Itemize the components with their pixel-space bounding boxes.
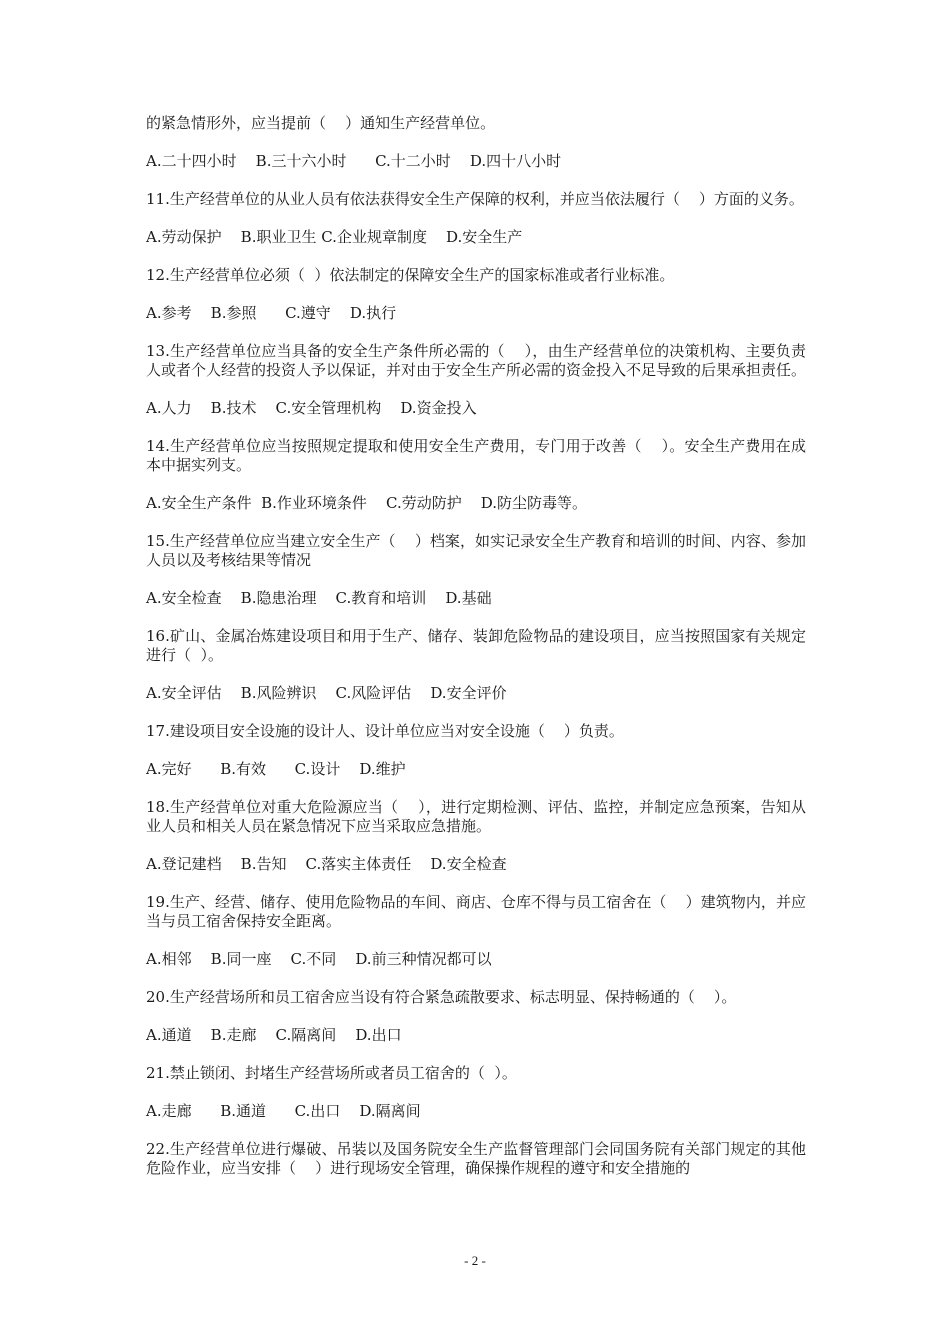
question-list [146, 190, 806, 1178]
intro-options: A.二十四小时 B.三十六小时 C.十二小时 D.四十八小时 [146, 152, 562, 170]
page-number: - 2 - [464, 1253, 486, 1268]
question-text: 22.生产经营单位进行爆破、吊装以及国务院安全生产监督管理部门会同国务院有关部门规定的其他危险作业，应当安排（ ）进行现场安全管理，确保操作规程的遵守和安全措施的 [146, 1140, 806, 1177]
page-content [146, 114, 806, 1197]
question-text: 21.禁止锁闭、封堵生产经营场所或者员工宿舍的（ ）。 [146, 1064, 517, 1082]
question-text: 16.矿山、金属冶炼建设项目和用于生产、储存、装卸危险物品的建设项目，应当按照国家有关规定进行（ ）。 [146, 627, 806, 664]
intro-text: 的紧急情形外，应当提前（ ）通知生产经营单位。 [146, 114, 496, 132]
question-text: 19.生产、经营、储存、使用危险物品的车间、商店、仓库不得与员工宿舍在（ ）建筑物内，并应当与员工宿舍保持安全距离。 [146, 893, 806, 930]
question-text: 18.生产经营单位对重大危险源应当（ ），进行定期检测、评估、监控，并制定应急预案，告知从业人员和相关人员在紧急情况下应当采取应急措施。 [146, 798, 806, 835]
question-options: A.安全检查 B.隐患治理 C.教育和培训 D.基础 [146, 589, 492, 607]
question-options: A.通道 B.走廊 C.隔离间 D.出口 [146, 1026, 402, 1044]
question-options: A.人力 B.技术 C.安全管理机构 D.资金投入 [146, 399, 477, 417]
question-text: 17.建设项目安全设施的设计人、设计单位应当对安全设施（ ）负责。 [146, 722, 624, 740]
question-text: 11.生产经营单位的从业人员有依法获得安全生产保障的权利，并应当依法履行（ ）方面的义务。 [146, 190, 804, 208]
question-options: A.劳动保护 B.职业卫生 C.企业规章制度 D.安全生产 [146, 228, 523, 246]
question-text: 14.生产经营单位应当按照规定提取和使用安全生产费用，专门用于改善（ ）。安全生产费用在成本中据实列支。 [146, 437, 806, 474]
question-text: 20.生产经营场所和员工宿舍应当设有符合紧急疏散要求、标志明显、保持畅通的（ ）。 [146, 988, 737, 1006]
question-text: 15.生产经营单位应当建立安全生产（ ）档案，如实记录安全生产教育和培训的时间、内容、参加人员以及考核结果等情况 [146, 532, 806, 569]
question-options: A.完好 B.有效 C.设计 D.维护 [146, 760, 406, 778]
question-options: A.登记建档 B.告知 C.落实主体责任 D.安全检查 [146, 855, 507, 873]
question-options: A.安全评估 B.风险辨识 C.风险评估 D.安全评价 [146, 684, 507, 702]
question-text: 12.生产经营单位必须（ ）依法制定的保障安全生产的国家标准或者行业标准。 [146, 266, 675, 284]
question-options: A.相邻 B.同一座 C.不同 D.前三种情况都可以 [146, 950, 492, 968]
question-options: A.参考 B.参照 C.遵守 D.执行 [146, 304, 397, 322]
question-text: 13.生产经营单位应当具备的安全生产条件所必需的（ ），由生产经营单位的决策机构、主要负责人或者个人经营的投资人予以保证，并对由于安全生产所必需的资金投入不足导致的后果承担责任。 [146, 342, 807, 379]
question-options: A.安全生产条件 B.作业环境条件 C.劳动防护 D.防尘防毒等。 [146, 494, 588, 512]
question-options: A.走廊 B.通道 C.出口 D.隔离间 [146, 1102, 421, 1120]
